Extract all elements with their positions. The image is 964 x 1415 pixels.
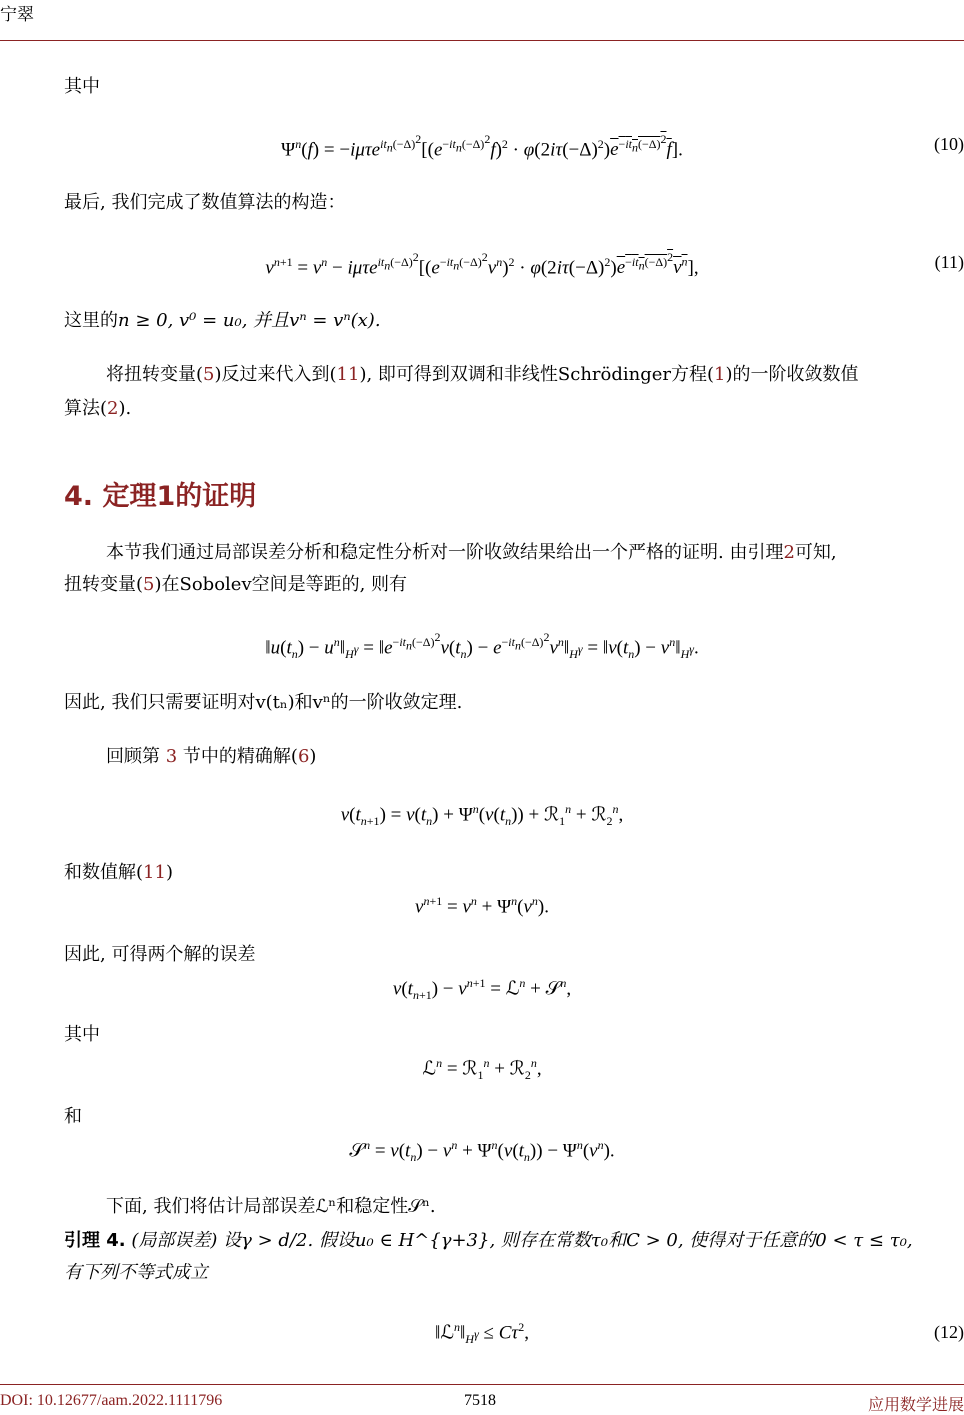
text-qizhong-1: 其中 (64, 76, 100, 97)
paragraph-section-line-1: 本节我们通过局部误差分析和稳定性分析对一阶收敛结果给出一个严格的证明. 由引理2可知, (106, 542, 837, 563)
ref-eq-11b[interactable]: 11 (143, 862, 166, 883)
lemma-4-title: (局部误差) (131, 1230, 218, 1251)
paragraph-section-line-2: 扭转变量(5)在Sobolev空间是等距的, 则有 (64, 574, 408, 595)
paragraph-twist-line-2: 算法(2). (64, 398, 132, 419)
paragraph-twist-line-1: 将扭转变量(5)反过来代入到(11), 即可得到双调和非线性Schrödinger方程(1)的一阶收敛数值 (106, 364, 859, 385)
text-numerical-solution: 和数值解(11) (64, 862, 173, 883)
text-recall: 回顾第 3 节中的精确解(6) (106, 746, 317, 767)
equation-stability-def: 𝒮$^n$ = $v(t_n) - v^n + \Psi^n(v(t_n)) - \Psi^n(v^n)$. (349, 1138, 615, 1165)
text-below: 下面, 我们将估计局部误差ℒⁿ和稳定性𝒮ⁿ. (106, 1196, 436, 1217)
text-qizhong-2: 其中 (64, 1024, 100, 1045)
text-therefore-2: 因此, 可得两个解的误差 (64, 944, 256, 965)
equation-isometry: $‖u(t_n)$ − $u^n‖_{H^\gamma}$ = $‖e^{-it_n(-\Delta)^2}v(t_n)$ − $e^{-it_n(-\Delta)^2}v^n‖_{H^\gamma}$ = $‖v(t_n)$ − $v^n‖_{H^\gamma}$. (265, 630, 699, 662)
ref-section-3[interactable]: 3 (165, 746, 178, 767)
header-rule (0, 40, 964, 41)
text-last: 最后, 我们完成了数值算法的构造： (64, 192, 346, 213)
section-title: 4. 定理1的证明 (64, 481, 257, 512)
ref-eq-2[interactable]: 2 (107, 398, 119, 419)
text-therefore-1: 因此, 我们只需要证明对v(tₙ)和vⁿ的一阶收敛定理. (64, 692, 463, 713)
equation-12-number: (12) (934, 1322, 964, 1342)
equation-10-number: (10) (934, 134, 964, 154)
ref-eq-5b[interactable]: 5 (143, 574, 155, 595)
lemma-4-line-1 (64, 1226, 913, 1256)
ref-eq-6[interactable]: 6 (297, 746, 310, 767)
equation-11: $v^{n+1} = v^n - i\mu\tau e^{it_n(-\Delta)^2}[(e^{-it_n(-\Delta)^2}v^n)^2 \cdot \varphi(2i\tau(-\Delta)^2)e^{-it_n(-\Delta)^2}v^n]$, (265, 250, 699, 279)
equation-error: $v(t_{n+1}) - v^{n+1}$ = ℒ$^n$ + 𝒮$^n$, (392, 976, 572, 1003)
equation-11-number: (11) (934, 252, 964, 272)
equation-local-error-def: ℒ$^n$ = ℛ$_1^n$ + ℛ$_2^n$, (422, 1056, 542, 1083)
equation-12: $‖ℒ^n‖_{H^\gamma} \le C\tau^2$, (435, 1320, 529, 1347)
ref-eq-11[interactable]: 11 (336, 364, 360, 385)
text-here (64, 306, 381, 336)
equation-exact-solution: $v(t_{n+1}) = v(t_n) + \Psi^n(v(t_n))$ + ℛ$_1^n$ + ℛ$_2^n$, (340, 802, 624, 829)
footer-page-number: 7518 (464, 1392, 496, 1409)
footer-rule (0, 1384, 964, 1385)
text-he: 和 (64, 1106, 82, 1127)
footer-doi[interactable]: DOI: 10.12677/aam.2022.1111796 (0, 1392, 223, 1409)
header-author: 宁翠 (0, 5, 34, 25)
lemma-4-text-1: 设γ > d/2. 假设u₀ ∈ H^{γ+3}, 则存在常数τ₀和C > 0, 使得对于任意的0 < τ ≤ τ₀, (217, 1230, 913, 1251)
ref-eq-5[interactable]: 5 (203, 364, 215, 385)
equation-numerical-solution: $v^{n+1} = v^n + \Psi^n(v^n)$. (415, 894, 549, 918)
text-here-prefix: 这里的 (64, 310, 118, 331)
ref-lemma-2[interactable]: 2 (783, 542, 795, 563)
ref-eq-1[interactable]: 1 (714, 364, 726, 385)
text-here-cond: n ≥ 0, v⁰ = u₀, 并且vⁿ = vⁿ(x). (118, 310, 381, 331)
footer-journal[interactable]: 应用数学进展 (867, 1397, 964, 1414)
equation-10: $\Psi^n(f) = -i\mu\tau e^{it_n(-\Delta)^2}[(e^{-it_n(-\Delta)^2}f)^2 \cdot \varphi(2i\tau(-\Delta)^2)e^{-it_n(-\Delta)^2}f]$. (281, 132, 683, 161)
lemma-4-label: 引理 4. (64, 1230, 126, 1251)
lemma-4-line-2: 有下列不等式成立 (64, 1262, 208, 1283)
